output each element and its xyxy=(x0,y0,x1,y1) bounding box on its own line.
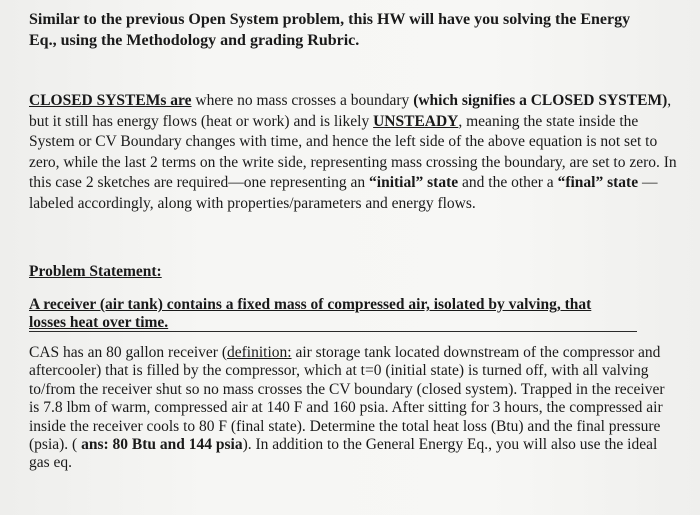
final-state-term: “final” state xyxy=(557,174,639,191)
problem-statement-heading: Problem Statement: xyxy=(29,263,162,280)
closed-systems-paragraph xyxy=(29,91,679,214)
case-paragraph xyxy=(29,344,674,473)
closed-systems-text-3: , meaning the state inside the System or CV Boundary changes with time, and hence the left side of the above equation is not set to zero, while the last 2 terms on the write side, representing mass crossing the boundary, are set to zero. In this case 2 sketches are required—one representing an xyxy=(29,112,677,191)
closed-systems-heading: CLOSED SYSTEMs are xyxy=(29,92,192,109)
summary-underline-rule xyxy=(29,331,637,332)
intro-line-1: Similar to the previous Open System problem, this HW will have you solving the Energy xyxy=(29,11,631,28)
intro-line-2: Eq., using the Methodology and grading Rubric. xyxy=(29,32,360,49)
closed-systems-signifier: (which signifies a CLOSED SYSTEM) xyxy=(413,92,668,109)
closed-systems-text-2: , but it still has energy flows (heat or work) and is likely xyxy=(29,92,672,130)
case-text-1: CAS has an 80 gallon receiver ( xyxy=(29,344,227,361)
answers-text: ans: 80 Btu and 144 psia xyxy=(81,436,243,454)
case-text-3: ). In addition to the General Energy Eq., you will also use the ideal gas eq. xyxy=(29,436,658,472)
receiver-summary-line-2: losses heat over time. xyxy=(29,314,169,331)
receiver-summary-line-1: A receiver (air tank) contains a fixed mass of compressed air, isolated by valving, that xyxy=(29,296,592,313)
initial-state-term: “initial” state xyxy=(369,174,459,191)
case-text-2: air storage tank located downstream of the compressor and aftercooler) that is filled by the compressor, which at t=0 (initial state) is turned off, with all valving to/from the receiver shut so no mass crosses the CV boundary (closed system). Trapped in the receiver is 7.8 lbm of warm, compressed air at 140 F and 160 psia. After sitting for 3 hours, the compressed air inside the receiver cools to 80 F (final state). Determine the total heat loss (Btu) and the final pressure (psia). ( xyxy=(29,344,665,454)
closed-systems-text-4: and the other a xyxy=(458,174,558,191)
definition-term: definition: xyxy=(227,344,292,361)
closed-systems-text-5: —labeled accordingly, along with properties/parameters and energy flows. xyxy=(29,174,658,212)
unsteady-term: UNSTEADY xyxy=(373,112,459,130)
intro-paragraph xyxy=(29,9,679,51)
receiver-summary xyxy=(29,296,679,332)
closed-systems-text-1: where no mass crosses a boundary xyxy=(191,92,414,109)
